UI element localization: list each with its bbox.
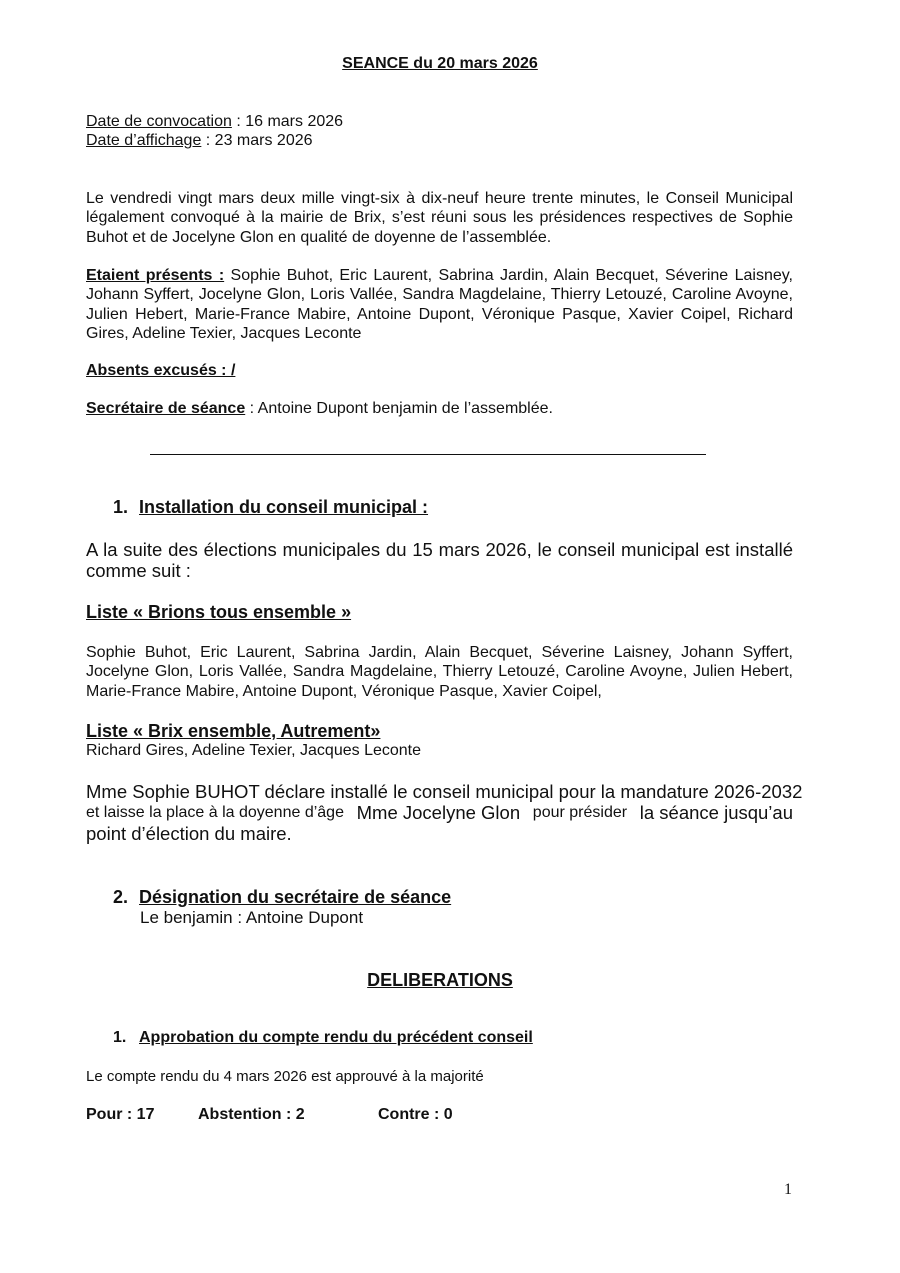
section2-text: Le benjamin : Antoine Dupont [140,908,364,927]
section1-text: A la suite des élections municipales du 15 mars 2026, le conseil municipal est installé comme suit : [86,539,793,581]
presents-label: Etaient présents : [86,267,225,284]
list1-title: Liste « Brions tous ensemble » [86,602,352,622]
secretaire-value: : Antoine Dupont benjamin de l’assemblée. [245,400,553,417]
affichage-date [86,132,313,150]
vote-contre: Contre : 0 [378,1106,453,1123]
affichage-label: Date d’affichage [86,132,202,149]
section2-number: 2. [113,887,129,907]
divider [150,454,706,455]
page-title: SEANCE du 20 mars 2026 [342,55,538,72]
convocation-date [86,113,343,131]
list2-members: Richard Gires, Adeline Texier, Jacques Leconte [86,742,422,759]
declaration-part-b: et laisse la place à la doyenne d’âge [86,804,344,821]
declaration-paragraph [86,781,803,844]
vote-pour: Pour : 17 [86,1106,155,1123]
deliberation-item-title: Approbation du compte rendu du précédent conseil [139,1029,533,1046]
deliberation-item-text: Le compte rendu du 4 mars 2026 est approuvé à la majorité [86,1068,484,1085]
list1-members: Sophie Buhot, Eric Laurent, Sabrina Jardin, Alain Becquet, Séverine Laisney, Johann Syffert, Jocelyne Glon, Loris Vallée, Sandra Magdelaine, Thierry Letouzé, Caroline Avoyne, Julien Hebert, Marie-France Mabire, Antoine Dupont, Véronique Pasque, Xavier Coipel, [86,644,793,700]
declaration-part-c: Mme Jocelyne Glon [356,802,521,823]
convocation-label: Date de convocation [86,113,232,130]
declaration-part-e: la séance jusqu’au [639,802,793,823]
secretaire-line [86,400,553,418]
affichage-value: : 23 mars 2026 [201,132,313,149]
absents-label: Absents excusés : / [86,362,236,379]
page-number: 1 [784,1181,792,1198]
presents-value: Sophie Buhot, Eric Laurent, Sabrina Jardin, Alain Becquet, Séverine Laisney, Johann Syffert, Jocelyne Glon, Loris Vallée, Sandra Magdelaine, Thierry Letouzé, Caroline Avoyne, Julien Hebert, Marie-France Mabire, Antoine Dupont, Véronique Pasque, Xavier Coipel, Richard Gires, Adeline Texier, Jacques Leconte [86,267,793,342]
section1-number: 1. [113,497,129,517]
section1-title: Installation du conseil municipal : [139,497,429,517]
intro-paragraph: Le vendredi vingt mars deux mille vingt-six à dix-neuf heure trente minutes, le Conseil Municipal légalement convoqué à la mairie de Brix, s’est réuni sous les présidences respectives de Sophie Buhot et de Jocelyne Glon en qualité de doyenne de l’assemblée. [86,190,793,246]
section2-title: Désignation du secrétaire de séance [139,887,452,907]
deliberations-title: DELIBERATIONS [367,970,513,990]
convocation-value: : 16 mars 2026 [231,113,344,130]
deliberation-item-number: 1. [113,1029,127,1046]
declaration-line-2 [86,802,793,823]
declaration-line-3: point d’élection du maire. [86,823,292,844]
declaration-line-1: Mme Sophie BUHOT déclare installé le conseil municipal pour la mandature 2026-2032 [86,781,803,802]
declaration-part-d: pour présider [532,804,628,821]
vote-abstention: Abstention : 2 [198,1106,305,1123]
secretaire-label: Secrétaire de séance [86,400,246,417]
presents-paragraph [86,266,793,343]
list2-title: Liste « Brix ensemble, Autrement» [86,721,381,741]
